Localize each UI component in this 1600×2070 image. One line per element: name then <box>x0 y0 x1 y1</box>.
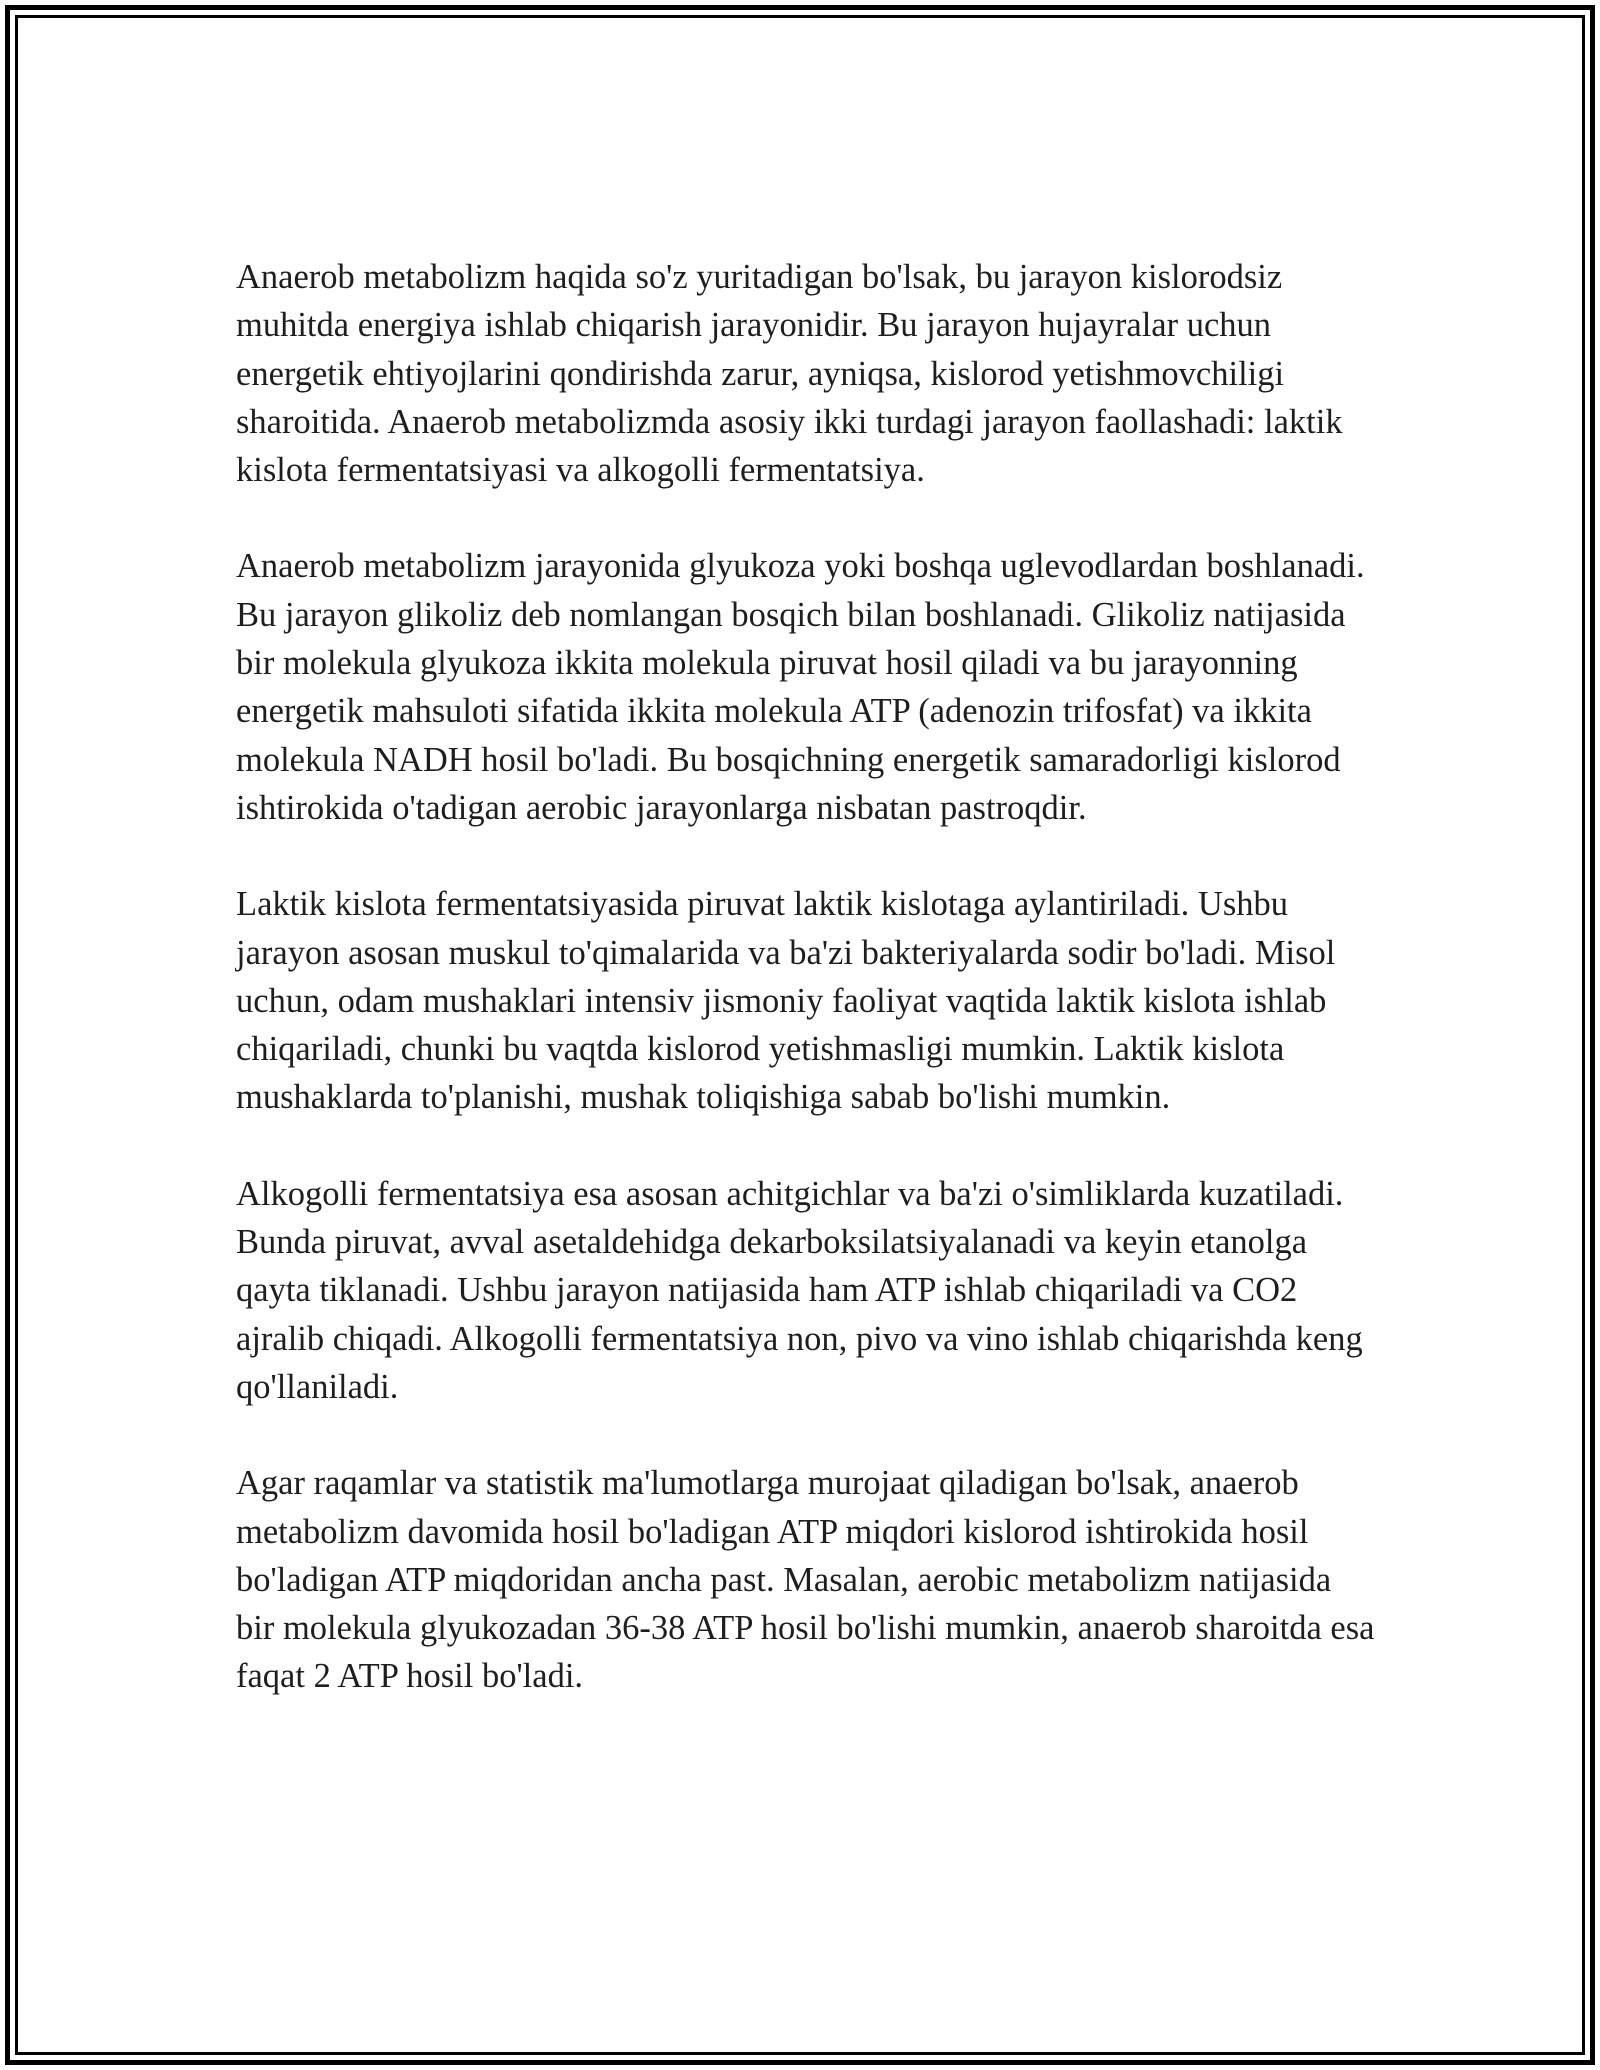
paragraph-alkogolli-fermentatsiya: Alkogolli fermentatsiya esa asosan achitgichlar va ba'zi o'simliklarda kuzatiladi. Bunda piruvat, avval asetaldehidga dekarboksilatsiyalanadi va keyin etanolga qayta tiklanadi. Ushbu jarayon natijasida ham ATP ishlab chiqariladi va CO2 ajralib chiqadi. Alkogolli fermentatsiya non, pivo va vino ishlab chiqarishda keng qo'llaniladi. <box>236 1174 1363 1406</box>
paragraph-laktik-fermentatsiya: Laktik kislota fermentatsiyasida piruvat laktik kislotaga aylantiriladi. Ushbu jarayon asosan muskul to'qimalarida va ba'zi bakteriyalarda sodir bo'ladi. Misol uchun, odam mushaklari intensiv jismoniy faoliyat vaqtida laktik kislota ishlab chiqariladi, chunki bu vaqtda kislorod yetishmasligi mumkin. Laktik kislota mushaklarda to'planishi, mushak toliqishiga sabab bo'lishi mumkin. <box>236 885 1336 1117</box>
paragraph-glikoliz: Anaerob metabolizm jarayonida glyukoza yoki boshqa uglevodlardan boshlanadi. Bu jarayon glikoliz deb nomlangan bosqich bilan boshlanadi. Glikoliz natijasida bir molekula glyukoza ikkita molekula piruvat hosil qiladi va bu jarayonning energetik mahsuloti sifatida ikkita molekula ATP (adenozin trifosfat) va ikkita molekula NADH hosil bo'ladi. Bu bosqichning energetik samaradorligi kislorod ishtirokida o'tadigan aerobic jarayonlarga nisbatan pastroqdir. <box>236 547 1365 827</box>
paragraph-anaerob-intro: Anaerob metabolizm haqida so'z yuritadigan bo'lsak, bu jarayon kislorodsiz muhitda energiya ishlab chiqarish jarayonidir. Bu jarayon hujayralar uchun energetik ehtiyojlarini qondirishda zarur, ayniqsa, kislorod yetishmovchiligi sharoitida. Anaerob metabolizmda asosiy ikki turdagi jarayon faollashadi: laktik kislota fermentatsiyasi va alkogolli fermentatsiya. <box>236 258 1343 490</box>
document-body <box>236 253 1376 1701</box>
paragraph-atp-statistika: Agar raqamlar va statistik ma'lumotlarga murojaat qiladigan bo'lsak, anaerob metabolizm davomida hosil bo'ladigan ATP miqdori kislorod ishtirokida hosil bo'ladigan ATP miqdoridan ancha past. Masalan, aerobic metabolizm natijasida bir molekula glyukozadan 36-38 ATP hosil bo'lishi mumkin, anaerob sharoitda esa faqat 2 ATP hosil bo'ladi. <box>236 1464 1375 1696</box>
